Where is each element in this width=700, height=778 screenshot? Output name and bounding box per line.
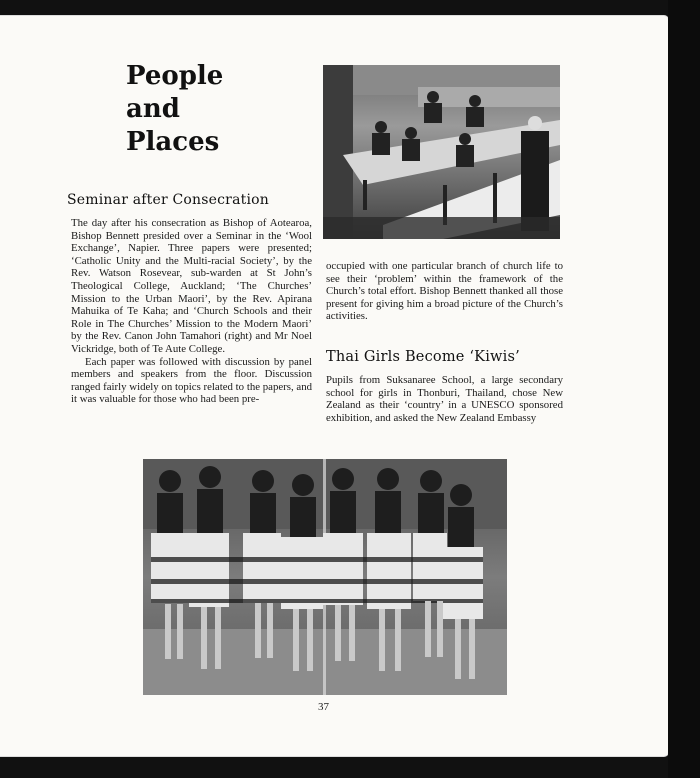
thai-paragraph-1: Pupils from Suksanaree School, a large secondary school for girls in Thonburi, Thailand, chose New Zealand as their ‘country’ in a UNESCO sponsored exhibition, and asked the New Zealand Embassy: [326, 374, 563, 424]
heading-line-1: People: [126, 61, 224, 91]
heading-line-2: and: [126, 94, 180, 124]
thai-column: [326, 374, 563, 424]
page-number: 37: [318, 701, 329, 713]
page-heading: [126, 60, 223, 159]
seminar-continuation: occupied with one particular branch of church life to see their ‘problem’ within the framework of the Church’s total effort. Bishop Bennett thanked all those present for giving him a broad picture of the Church’s activities.: [326, 260, 563, 323]
thai-girls-photo-illustration: [143, 459, 507, 695]
scan-border: [668, 0, 700, 778]
seminar-column-1: [71, 217, 312, 406]
thai-title: Thai Girls Become ‘Kiwis’: [326, 349, 520, 365]
heading-line-3: Places: [126, 127, 220, 157]
seminar-photo: [323, 65, 560, 239]
thai-girls-photo: [143, 459, 507, 695]
seminar-photo-illustration: [323, 65, 560, 239]
seminar-title: Seminar after Consecration: [67, 192, 269, 208]
seminar-paragraph-2: Each paper was followed with discussion by panel members and speakers from the floor. Discussion ranged fairly widely on topics related to the papers, and it was valuable for those who had been pre-: [71, 355, 312, 406]
seminar-paragraph-1: The day after his consecration as Bishop of Aotearoa, Bishop Bennett presided over a Seminar in the ‘Wool Exchange’, Napier. Three papers were presented; ‘Catholic Unity and the Multi-racial Society’, by the Rev. Watson Rosevear, sub-warden at St John’s Theological College, Auckland; ‘The Churches’ Mission to the Urban Maori’, by the Rev. Apirana Mahuika of Te Kaha; and ‘Church Schools and their Role in The Churches’ Mission to the Modern Maori’ by the Rev. Canon John Tamahori (right) and Mr Noel Vickridge, both of Te Aute College.: [71, 217, 312, 355]
seminar-column-2: [326, 260, 563, 323]
